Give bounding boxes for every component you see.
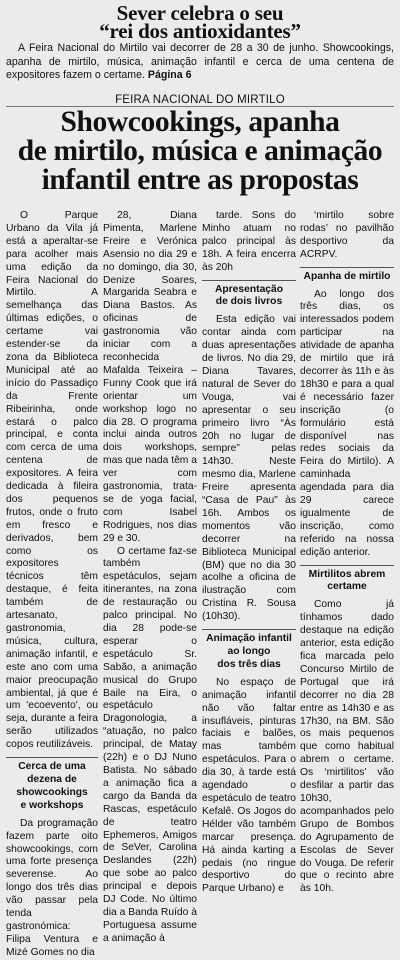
- paragraph: No espaço de animação infantil não vão faltar insufláveis, pinturas faciais e balões, mas também espetáculos. Para o dia 30, à tarde está agendado o espetáculo de teatro Kefalê. Os Jogos do Hélder vão também marcar presença. Há ainda karting a pedais (no ringue desportivo do Parque Urbano) e: [202, 676, 296, 895]
- subheading-line: Apanha de mirtilo: [303, 270, 391, 282]
- paragraph: Ao longo dos três dias, os interessados podem participar na atividade de apanha de mirtilo que irá decorrer às 11h e às 18h30 e para a qual é necessário fazer inscrição (o formulário está disponível nas redes sociais da Feira do Mirtilo). A caminhada agendada para dia 29 carece igualmente de inscrição, como referido na nossa edição anterior.: [300, 288, 394, 558]
- teaser-title-line-1: Sever celebra o seu: [116, 1, 284, 25]
- teaser-block: [0, 0, 400, 92]
- subheading-livros: [202, 280, 296, 310]
- paragraph: Da programação fazem parte oito showcookings, com uma forte presença severense. Ao longo dos três dias vão passar pela tenda gastronómica: Filipa Ventura e Mizé Gomes no dia: [6, 817, 98, 958]
- paragraph: Como já tínhamos dado destaque na edição anterior, esta edição fica marcada pelo Concurso Mirtilo de Portugal que irá decorrer no dia 28 entre as 14h30 e as 17h30, na BM. São os mais pequenos que como habitual abrem o certame. Os ‘mirtilitos’ vão desfilar a partir das 10h30, acompanhados pelo Grupo de Bombos do Agrupamento de Escolas de Sever do Vouga. De referir que o recinto abre às 10h.: [300, 599, 394, 895]
- subheading-line: dezena de: [27, 773, 77, 785]
- subheading-line: e workshops: [20, 799, 84, 811]
- headline-line-1: Showcookings, apanha: [60, 106, 340, 138]
- article-column-4: [300, 210, 394, 896]
- subheading-line: dos três dias: [217, 658, 281, 670]
- subheading-line: Animação infantil: [206, 633, 292, 645]
- paragraph: ‘mirtilo sobre rodas’ no pavilhão desportivo da ACRPV.: [300, 210, 394, 260]
- article-column-2: [103, 210, 197, 946]
- subheading-apanha: [300, 267, 394, 284]
- paragraph: Esta edição vai contar ainda com duas apresentações de livros. No dia 29, Diana Tavares, natural de Sever do Vouga, vai apresentar o seu primeiro livro “Às 20h no lugar de sempre” pelas 14h30. Neste mesmo dia, Marlene Freire apresenta “Casa de Pau” às 16h. Ambos os momentos vão decorrer na Biblioteca Municipal (BM) que no dia 30 acolhe a oficina de ilustração com Cristina R. Sousa (10h30).: [202, 314, 296, 623]
- teaser-body: A Feira Nacional do Mirtilo vai decorrer de 28 a 30 de junho. Showcookings, apanha de mirtilo, música, animação infantil e cerca de uma centena de expositores fazem o certame.: [6, 42, 394, 82]
- subheading-showcookings: [6, 757, 98, 813]
- article-column-3: [202, 210, 296, 896]
- subheading-line: Mirtilitos abrem: [308, 568, 386, 580]
- paragraph: 28, Diana Pimenta, Marlene Freire e Verónica Asensio no dia 29 e no domingo, dia 30, Denize Soares, Margarida Seabra e Diana Bastos. As oficinas de gastronomia vão iniciar com a reconhecida Mafalda Teixeira – Funny Cook que irá orientar um workshop logo no dia 28. O programa inclui ainda outros dois workshops, mas que nada têm a ver com gastronomia, trata-se de yoga facial, com Isabel Rodrigues, nos dias 29 e 30.: [103, 210, 197, 544]
- teaser-page-ref: Página 6: [147, 69, 192, 82]
- subheading-line: Cerca de uma: [18, 761, 86, 773]
- paragraph: tarde. Sons do Minho atuam no palco principal às 18h. A feira encerra às 20h: [202, 210, 296, 273]
- subheading-line: Apresentação: [214, 283, 284, 295]
- subheading-mirtilitos: [300, 565, 394, 595]
- teaser-title-line-2: “rei dos antioxidantes”: [99, 19, 301, 43]
- paragraph: O certame faz-se também espetáculos, sejam itinerantes, na zona de restauração ou palco principal. No dia 28 pode-se esperar o espetáculo Sr. Sabão, a animação musical do Grupo Baile na Eira, o espetáculo Dragonologia, a “atuação, no palco principal, de Matay (22h) e o DJ Nuno Batista. No sábado a animação fica a cargo da Banda da Rascas, espetáculo de teatro Ephemeros, Amigos de SeVer, Carolina Deslandes (22h) que sobe ao palco principal e depois DJ Code. No último dia a Banda Ruído à Portuguesa assume a animação à: [103, 545, 197, 944]
- paragraph: O Parque Urbano da Vila já está a aperaltar-se para acolher mais uma edição da Feira Nacional do Mirtilo. A semelhança das últimas edições, o certame vai estender-se da zona da Biblioteca Municipal até ao início do Passadiço da Frente Ribeirinha, onde estará o palco principal, e conta com cerca de uma centena de expositores. A feira dedicada à fileira dos pequenos frutos, onde o fruto em fresco e derivados, bem como os expositores técnicos têm destaque, é feita também de artesanato, gastronomia, música, cultura, animação infantil, e este ano com uma maior preocupação ambiental, já que é um 'ecoevento', ou seja, durante a feira serão utilizados copos reutilizáveis.: [6, 210, 98, 751]
- headline-line-2: de mirtilo, música e animação: [17, 135, 383, 167]
- subheading-animacao-infantil: [202, 629, 296, 672]
- headline-line-3: infantil entre as propostas: [41, 164, 359, 196]
- subheading-line: showcookings: [16, 786, 88, 798]
- section-kicker: FEIRA NACIONAL DO MIRTILO: [115, 94, 285, 106]
- subheading-line: de dois livros: [215, 296, 283, 308]
- article-column-1: [6, 210, 98, 960]
- subheading-line: certame: [327, 581, 367, 593]
- subheading-line: ao longo: [227, 646, 271, 657]
- teaser-title: [0, 0, 400, 43]
- teaser-text: [6, 42, 394, 83]
- article-headline: [6, 108, 394, 195]
